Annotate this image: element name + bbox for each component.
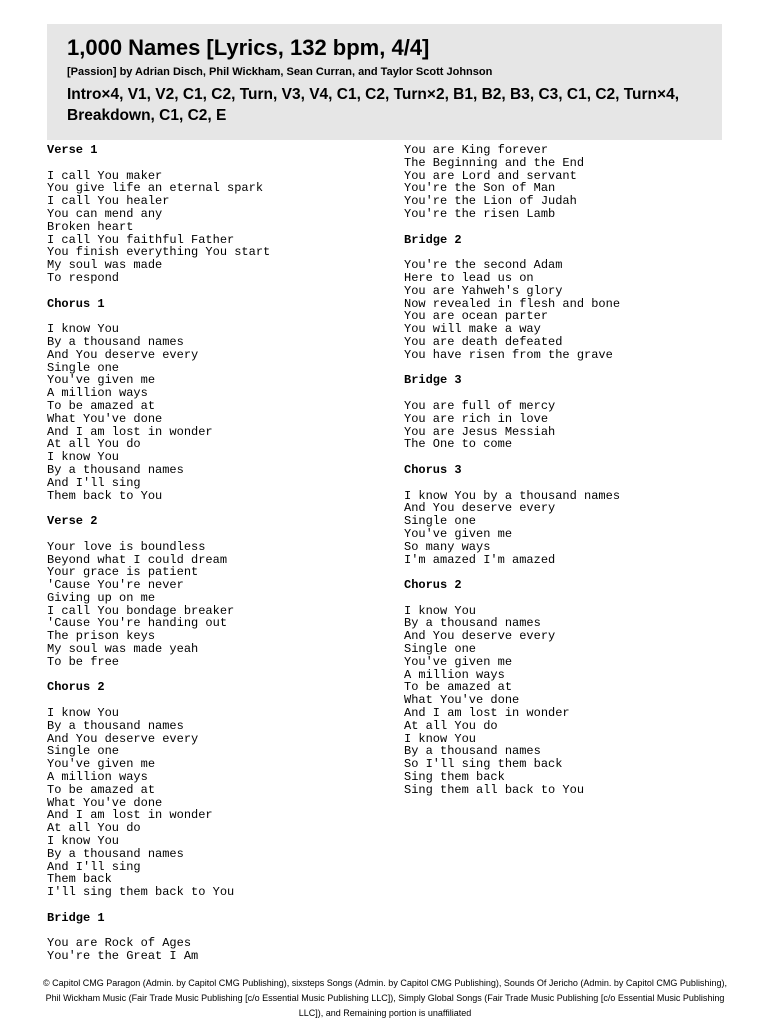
- lyric-line: To be amazed at: [47, 782, 156, 797]
- lyric-section: [404, 374, 620, 451]
- lyric-line: I know You by a thousand names: [404, 488, 621, 503]
- lyric-line: What You've done: [404, 693, 520, 708]
- lyric-line: You are ocean parter: [404, 309, 549, 324]
- lyric-line: I call You maker: [47, 168, 163, 183]
- section-title: Verse 1: [47, 143, 98, 157]
- lyric-line: To be free: [47, 654, 120, 669]
- lyric-line: So many ways: [404, 539, 491, 554]
- section-title: Chorus 2: [47, 680, 105, 695]
- lyric-line: Your grace is patient: [47, 565, 199, 580]
- lyric-line: You are Rock of Ages: [47, 936, 192, 951]
- lyric-line: You will make a way: [404, 322, 541, 337]
- lyric-line: So I'll sing them back: [404, 757, 563, 772]
- lyric-line: Giving up on me: [47, 590, 156, 605]
- lyric-line: I know You: [47, 450, 120, 465]
- lyric-line: You're the Lion of Judah: [404, 194, 577, 209]
- section-title: Chorus 3: [404, 462, 462, 477]
- lyric-line: And I am lost in wonder: [47, 424, 213, 439]
- section-title: Bridge 1: [47, 910, 105, 925]
- section-title: Chorus 1: [47, 296, 105, 311]
- lyric-line: By a thousand names: [47, 334, 184, 349]
- lyric-line: You've given me: [404, 526, 513, 541]
- lyric-line: Them back: [47, 872, 112, 887]
- lyric-line: Sing them back: [404, 770, 505, 785]
- lyric-line: By a thousand names: [47, 718, 184, 733]
- lyric-line: I'll sing them back to You: [47, 885, 235, 900]
- lyric-line: By a thousand names: [404, 744, 541, 759]
- lyric-line: My soul was made: [47, 258, 163, 273]
- lyric-line: You can mend any: [47, 206, 163, 221]
- lyric-line: I call You bondage breaker: [47, 603, 235, 618]
- lyric-line: I know You: [404, 731, 477, 746]
- lyric-line: The prison keys: [47, 629, 156, 644]
- lyric-line: You are Lord and servant: [404, 168, 577, 183]
- lyric-line: Single one: [404, 514, 477, 529]
- lyric-line: You've given me: [47, 373, 156, 388]
- section-title: Verse 2: [47, 514, 98, 529]
- lyric-line: And You deserve every: [47, 347, 199, 362]
- lyric-line: I'm amazed I'm amazed: [404, 552, 556, 567]
- song-arrangement: Intro×4, V1, V2, C1, C2, Turn, V3, V4, C1, C2, Turn×2, B1, B2, B3, C3, C1, C2, Turn×4, Breakdown, C1, C2, E: [67, 86, 680, 124]
- lyric-line: To be amazed at: [47, 398, 156, 413]
- lyric-line: You are rich in love: [404, 411, 549, 426]
- lyric-line: And I'll sing: [47, 475, 141, 490]
- lyric-line: By a thousand names: [47, 846, 184, 861]
- section-title: Chorus 2: [404, 578, 462, 593]
- lyric-line: Beyond what I could dream: [47, 552, 228, 567]
- lyrics-column-left: [47, 144, 270, 976]
- lyric-line: Sing them all back to You: [404, 782, 585, 797]
- song-credits: [Passion] by Adrian Disch, Phil Wickham, Sean Curran, and Taylor Scott Johnson: [67, 66, 493, 78]
- lyric-line: You are Jesus Messiah: [404, 424, 556, 439]
- lyric-line: Your love is boundless: [47, 539, 206, 554]
- lyric-line: To respond: [47, 270, 120, 285]
- lyric-line: You are death defeated: [404, 334, 563, 349]
- lyric-line: You've given me: [404, 654, 513, 669]
- lyric-line: At all You do: [404, 718, 498, 733]
- lyric-line: A million ways: [47, 386, 148, 401]
- lyric-line: Now revealed in flesh and bone: [404, 296, 621, 311]
- lyric-line: I call You healer: [47, 194, 170, 209]
- lyric-section: [404, 579, 620, 797]
- song-header: [47, 24, 722, 140]
- lyric-line: At all You do: [47, 437, 141, 452]
- lyric-line: You are Yahweh's glory: [404, 283, 563, 298]
- lyric-line: I call You faithful Father: [47, 232, 235, 247]
- lyric-section: [47, 515, 270, 669]
- lyric-line: What You've done: [47, 411, 163, 426]
- lyric-line: And You deserve every: [404, 501, 556, 516]
- lyric-line: I know You: [47, 834, 120, 849]
- lyric-line: Single one: [47, 360, 120, 375]
- lyric-line: I know You: [47, 322, 120, 337]
- lyric-section: [404, 464, 620, 566]
- lyric-line: You're the Son of Man: [404, 181, 556, 196]
- lyric-line: You're the Great I Am: [47, 949, 199, 964]
- lyric-section: [47, 912, 270, 963]
- lyric-section: [47, 144, 270, 285]
- lyric-section: [47, 298, 270, 503]
- lyric-line: What You've done: [47, 795, 163, 810]
- lyric-line: To be amazed at: [404, 680, 513, 695]
- lyric-line: And I am lost in wonder: [47, 808, 213, 823]
- lyric-line: And You deserve every: [404, 629, 556, 644]
- lyric-line: You have risen from the grave: [404, 347, 613, 362]
- lyric-line: The One to come: [404, 437, 513, 452]
- lyric-line: I know You: [404, 603, 477, 618]
- lyric-section: [404, 234, 620, 362]
- lyric-line: A million ways: [47, 770, 148, 785]
- lyric-line: I know You: [47, 706, 120, 721]
- lyric-line: Them back to You: [47, 488, 163, 503]
- lyric-line: 'Cause You're handing out: [47, 616, 228, 631]
- lyric-line: You're the risen Lamb: [404, 206, 556, 221]
- lyric-line: At all You do: [47, 821, 141, 836]
- lyric-line: 'Cause You're never: [47, 578, 184, 593]
- lyric-line: You've given me: [47, 757, 156, 772]
- lyric-line: By a thousand names: [404, 616, 541, 631]
- lyric-line: A million ways: [404, 667, 505, 682]
- lyric-line: You are King forever: [404, 143, 549, 157]
- lyric-line: My soul was made yeah: [47, 642, 199, 657]
- lyric-line: And You deserve every: [47, 731, 199, 746]
- lyric-line: Here to lead us on: [404, 270, 534, 285]
- song-title: 1,000 Names [Lyrics, 132 bpm, 4/4]: [67, 35, 430, 60]
- section-title: Bridge 2: [404, 232, 462, 247]
- lyric-line: By a thousand names: [47, 462, 184, 477]
- section-title: Bridge 3: [404, 373, 462, 388]
- lyric-line: You are full of mercy: [404, 398, 556, 413]
- lyric-line: Single one: [47, 744, 120, 759]
- lyric-line: Broken heart: [47, 219, 134, 234]
- lyric-line: And I am lost in wonder: [404, 706, 570, 721]
- lyrics-column-right: [404, 144, 620, 809]
- lyric-line: And I'll sing: [47, 859, 141, 874]
- lyric-section: [404, 144, 620, 221]
- lyric-line: You're the second Adam: [404, 258, 563, 273]
- lyric-section: [47, 681, 270, 899]
- copyright-footer: © Capitol CMG Paragon (Admin. by Capitol CMG Publishing), sixsteps Songs (Admin. by Capitol CMG Publishing), Sounds Of Jericho (Admin. by Capitol CMG Publishing), Phil Wickham Music (Fair Trade Music Publishing [c/o Essential Music Publishing LLC]), Simply Global Songs (Fair Trade Music Publishing [c/o Essential Music Publishing LLC]), and Remaining portion is unaffiliated: [43, 978, 727, 1018]
- lyric-line: Single one: [404, 642, 477, 657]
- lyric-line: You finish everything You start: [47, 245, 271, 260]
- lyric-line: You give life an eternal spark: [47, 181, 264, 196]
- lyric-line: The Beginning and the End: [404, 155, 585, 170]
